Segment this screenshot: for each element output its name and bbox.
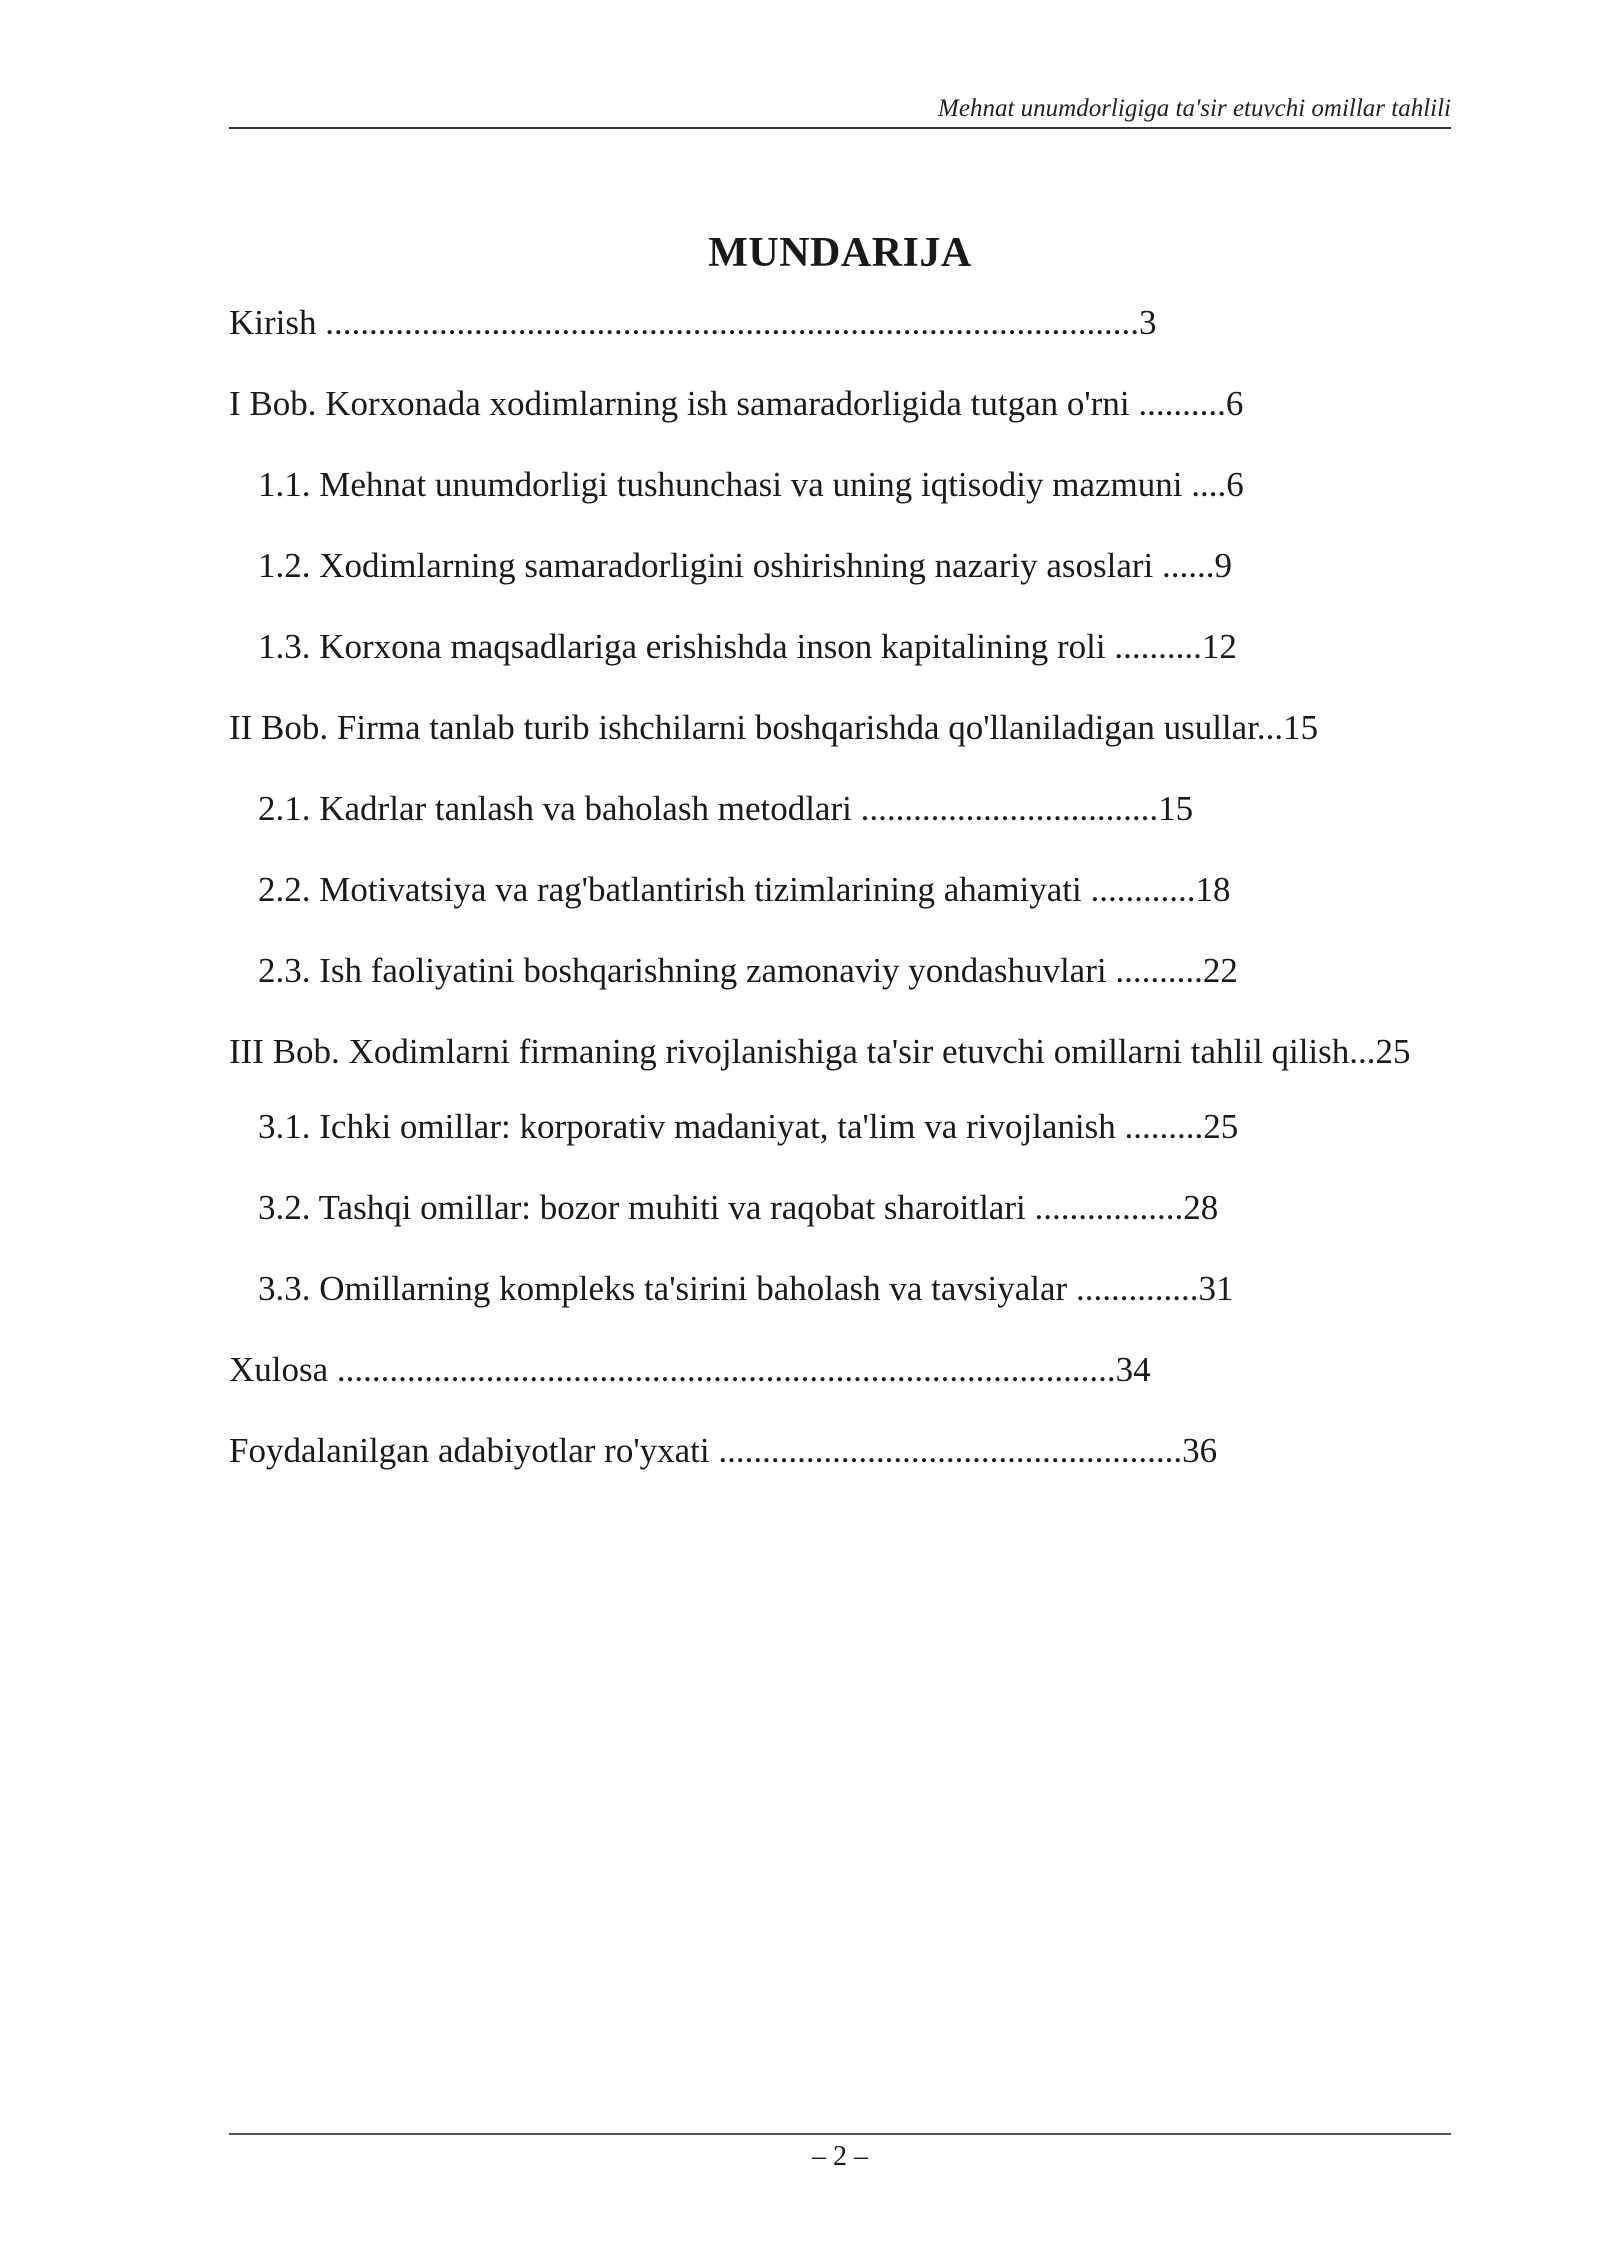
running-header: Mehnat unumdorligiga ta'sir etuvchi omillar tahlili: [938, 95, 1451, 122]
toc-entry-section-2-2: 2.2. Motivatsiya va rag'batlantirish tizimlarining ahamiyati ............18: [258, 870, 1231, 909]
toc-entry-chapter-2: II Bob. Firma tanlab turib ishchilarni boshqarishda qo'llaniladigan usullar...15: [229, 708, 1319, 747]
toc-entry-section-1-1: 1.1. Mehnat unumdorligi tushunchasi va uning iqtisodiy mazmuni ....6: [258, 465, 1244, 504]
toc-entry-chapter-3: III Bob. Xodimlarni firmaning rivojlanishiga ta'sir etuvchi omillarni tahlil qilish...25: [229, 1032, 1411, 1071]
toc-entry-section-3-3: 3.3. Omillarning kompleks ta'sirini baholash va tavsiyalar ..............31: [258, 1269, 1234, 1308]
toc-entry-introduction: Kirish .............................................................................................3: [229, 303, 1157, 342]
toc-entry-chapter-1: I Bob. Korxonada xodimlarning ish samaradorligida tutgan o'rni ..........6: [229, 384, 1244, 423]
toc-entry-references: Foydalanilgan adabiyotlar ro'yxati .....................................................36: [229, 1431, 1218, 1470]
toc-entry-section-2-1: 2.1. Kadrlar tanlash va baholash metodlari ..................................15: [258, 789, 1194, 828]
toc-entry-section-1-3: 1.3. Korxona maqsadlariga erishishda inson kapitalining roli ..........12: [258, 627, 1237, 666]
toc-entry-section-1-2: 1.2. Xodimlarning samaradorligini oshirishning nazariy asoslari ......9: [258, 546, 1232, 585]
footer-rule: [229, 2133, 1451, 2135]
toc-entry-section-2-3: 2.3. Ish faoliyatini boshqarishning zamonaviy yondashuvlari ..........22: [258, 951, 1238, 990]
toc-entry-conclusion: Xulosa .........................................................................................34: [229, 1350, 1151, 1389]
page-title: MUNDARIJA: [708, 230, 972, 276]
toc-entry-section-3-1: 3.1. Ichki omillar: korporativ madaniyat, ta'lim va rivojlanish .........25: [258, 1107, 1239, 1146]
table-of-contents: [229, 300, 1451, 1509]
toc-entry-section-3-2: 3.2. Tashqi omillar: bozor muhiti va raqobat sharoitlari .................28: [258, 1188, 1219, 1227]
page-number: – 2 –: [812, 2141, 868, 2172]
header-rule: [229, 127, 1451, 129]
